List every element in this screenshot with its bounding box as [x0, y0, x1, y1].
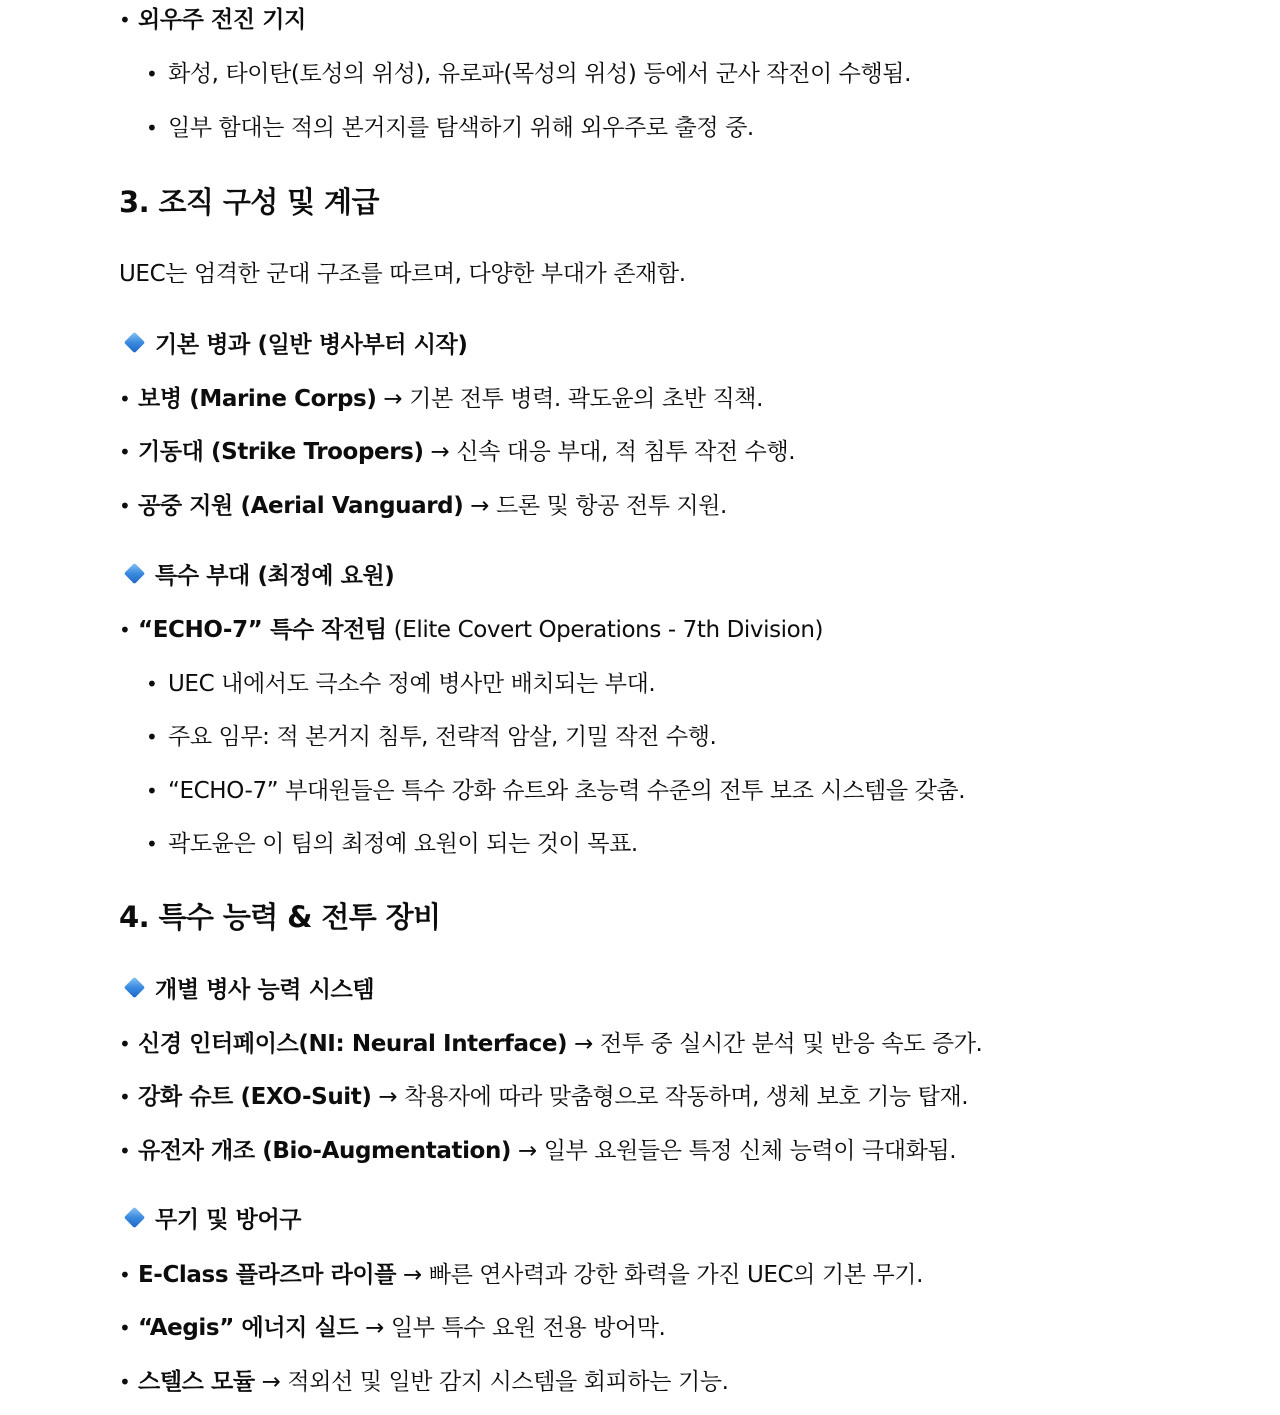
subsection-heading	[123, 975, 374, 1005]
bullet-dot: •	[146, 832, 158, 856]
bullet-dot: •	[119, 1370, 131, 1394]
bullet-dot: •	[119, 1032, 131, 1056]
sub-list-item-text: 곽도윤은 이 팀의 최정예 요원이 되는 것이 목표.	[168, 831, 638, 857]
list-item-bold: 신경 인터페이스(NI: Neural Interface)	[138, 1031, 568, 1057]
list-item-bold: 기동대 (Strike Troopers)	[138, 439, 424, 465]
subsection-heading	[123, 561, 394, 591]
bullet-dot: •	[119, 1085, 131, 1109]
subsection-heading	[123, 330, 467, 360]
list-item-bold: 외우주 전진 기지	[138, 7, 306, 33]
bullet-dot: •	[146, 672, 158, 696]
list-item-bold: 강화 슈트 (EXO-Suit)	[138, 1084, 372, 1110]
subsection-heading-text: 특수 부대 (최정예 요원)	[155, 563, 395, 589]
list-item-text: → 빠른 연사력과 강한 화력을 가진 UEC의 기본 무기.	[396, 1262, 923, 1288]
bullet-dot: •	[146, 116, 158, 140]
bullet-dot: •	[119, 618, 131, 642]
list-item-text: (Elite Covert Operations - 7th Division)	[386, 617, 824, 643]
list-item-text: → 착용자에 따라 맞춤형으로 작동하며, 생체 보호 기능 탑재.	[371, 1084, 969, 1110]
bullet-dot: •	[119, 494, 131, 518]
list-item-text: → 일부 특수 요원 전용 방어막.	[358, 1315, 666, 1341]
list-item-text: → 신속 대응 부대, 적 침투 작전 수행.	[423, 439, 796, 465]
list-item-bold: 유전자 개조 (Bio-Augmentation)	[138, 1138, 512, 1164]
sub-list-item-text: 일부 함대는 적의 본거지를 탐색하기 위해 외우주로 출정 중.	[168, 115, 754, 141]
list-item-text: → 전투 중 실시간 분석 및 반응 속도 증가.	[567, 1031, 983, 1057]
bullet-dot: •	[119, 1316, 131, 1340]
sub-list-item-text: UEC 내에서도 극소수 정예 병사만 배치되는 부대.	[168, 671, 656, 697]
bullet-dot: •	[146, 62, 158, 86]
list-item-bold: 공중 지원 (Aerial Vanguard)	[138, 493, 464, 519]
blue-diamond-icon	[124, 1207, 145, 1228]
bullet-dot: •	[119, 1139, 131, 1163]
sub-list-item-text: 주요 임무: 적 본거지 침투, 전략적 암살, 기밀 작전 수행.	[168, 724, 717, 750]
list-item-text: → 일부 요원들은 특정 신체 능력이 극대화됨.	[511, 1138, 957, 1164]
bullet-dot: •	[146, 725, 158, 749]
list-item-bold: “ECHO-7” 특수 작전팀	[138, 617, 387, 643]
bullet-dot: •	[119, 1263, 131, 1287]
list-item-bold: 스텔스 모듈	[138, 1369, 255, 1395]
bullet-dot: •	[119, 387, 131, 411]
bullet-dot: •	[119, 440, 131, 464]
list-item-text: → 드론 및 항공 전투 지원.	[463, 493, 727, 519]
bullet-dot: •	[119, 8, 131, 32]
blue-diamond-icon	[124, 563, 145, 584]
list-item-bold: 보병 (Marine Corps)	[138, 386, 377, 412]
list-item-bold: E-Class 플라즈마 라이플	[138, 1262, 397, 1288]
list-item-text: → 적외선 및 일반 감지 시스템을 회피하는 기능.	[254, 1369, 729, 1395]
blue-diamond-icon	[124, 332, 145, 353]
sub-list-item-text: 화성, 타이탄(토성의 위성), 유로파(목성의 위성) 등에서 군사 작전이 수행됨.	[168, 61, 912, 87]
subsection-heading-text: 무기 및 방어구	[155, 1207, 302, 1233]
section-heading: 4. 특수 능력 & 전투 장비	[119, 900, 441, 934]
sub-list-item-text: “ECHO-7” 부대원들은 특수 강화 슈트와 초능력 수준의 전투 보조 시스템을 갖춤.	[168, 778, 966, 804]
section-heading: 3. 조직 구성 및 계급	[119, 185, 379, 219]
subsection-heading-text: 개별 병사 능력 시스템	[155, 977, 375, 1003]
bullet-dot: •	[146, 779, 158, 803]
blue-diamond-icon	[124, 977, 145, 998]
list-item-bold: “Aegis” 에너지 실드	[138, 1315, 359, 1341]
subsection-heading	[123, 1205, 301, 1235]
subsection-heading-text: 기본 병과 (일반 병사부터 시작)	[155, 332, 468, 358]
section-intro: UEC는 엄격한 군대 구조를 따르며, 다양한 부대가 존재함.	[119, 261, 686, 287]
list-item-text: → 기본 전투 병력. 곽도윤의 초반 직책.	[376, 386, 763, 412]
